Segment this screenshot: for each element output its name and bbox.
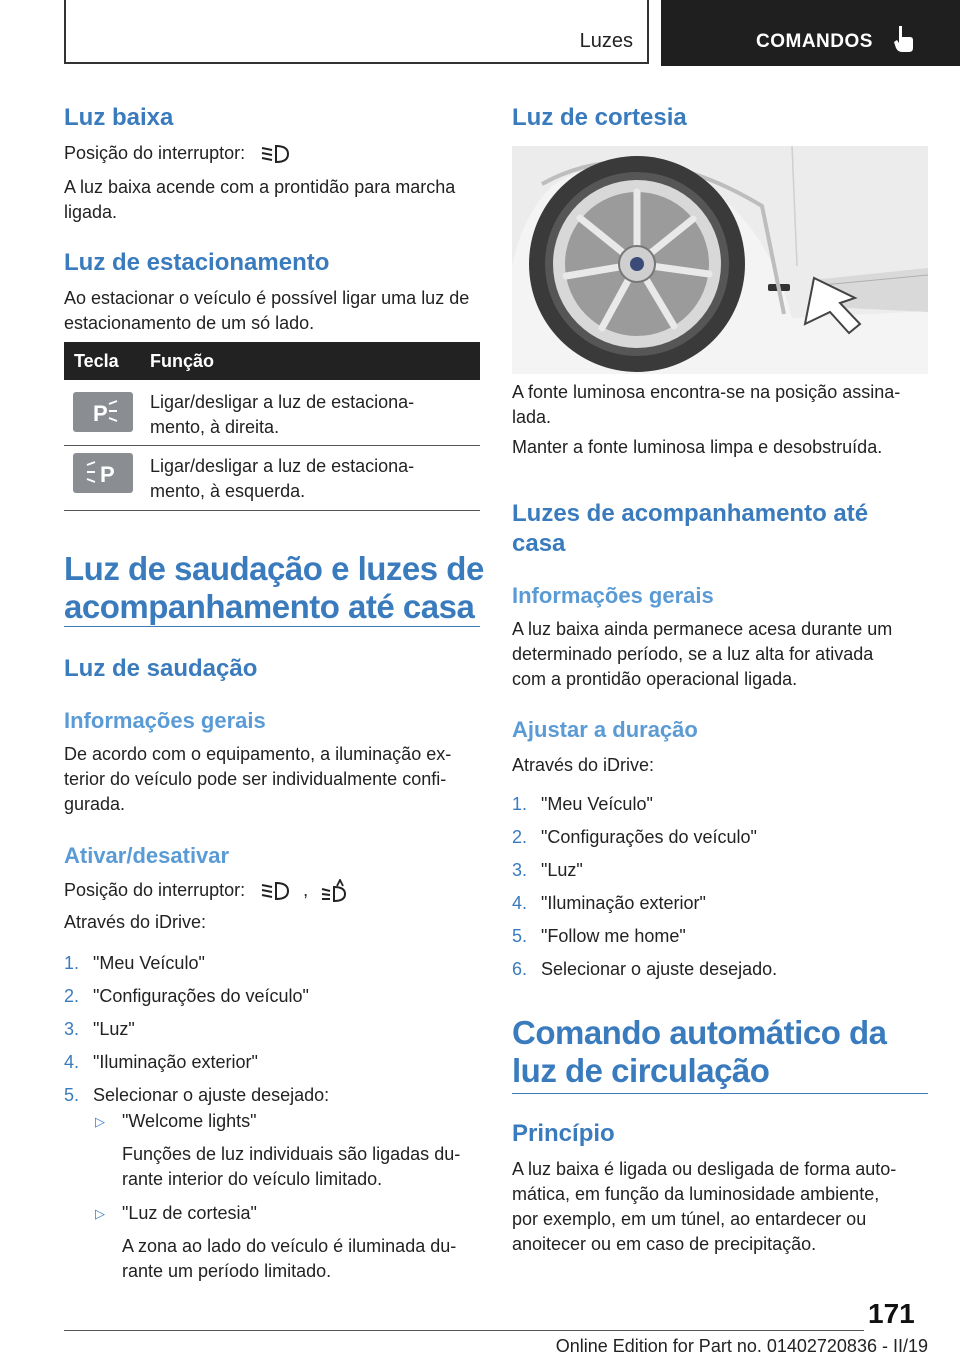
heading-comando-automatico: [512, 1014, 932, 1090]
heading-line: casa: [512, 530, 566, 557]
switch-separator: ,: [303, 880, 309, 900]
sub-option-title: "Welcome lights": [122, 1111, 257, 1131]
header-chapter-label: COMANDOS: [756, 31, 873, 52]
cortesia-text-2: Manter a fonte luminosa limpa e desobstruída.: [512, 437, 883, 457]
text-line: Funções de luz individuais são ligadas du-: [122, 1144, 461, 1164]
saudacao-info-text: [64, 742, 484, 817]
step-number: 1.: [512, 794, 528, 814]
text-line: A luz baixa é ligada ou desligada de forma auto-: [512, 1159, 897, 1179]
text-line: A luz baixa ainda permanece acesa durante um: [512, 619, 893, 639]
text-line: terior do veículo pode ser individualmente confi-: [64, 769, 447, 789]
text-line: com a prontidão operacional ligada.: [512, 669, 798, 689]
heading-line: Luzes de acompanhamento até: [512, 500, 869, 527]
section-divider: [512, 1093, 928, 1094]
step-text: "Luz": [541, 860, 583, 880]
header-chapter-tab: [661, 0, 960, 66]
step-text: "Meu Veículo": [541, 794, 653, 814]
text-line: A fonte luminosa encontra-se na posição assina-: [512, 382, 901, 402]
header-section-label: Luzes: [579, 30, 633, 52]
table-col-function: Função: [150, 351, 215, 371]
sub-option-text: [122, 1234, 482, 1284]
list-item: [64, 984, 484, 1017]
step-number: 4.: [64, 1052, 80, 1072]
switch-label: Posição do interruptor:: [64, 880, 246, 900]
acompanhamento-steps: [512, 792, 932, 990]
footer-divider: [64, 1330, 864, 1331]
list-item: [512, 792, 932, 825]
hand-pointer-icon: [893, 24, 915, 54]
parking-light-right-icon: [73, 392, 133, 432]
step-number: 5.: [64, 1085, 80, 1105]
heading-line: Comando automático da: [512, 1014, 887, 1051]
list-item: [512, 957, 932, 990]
table-row: [64, 380, 480, 446]
table-row-text-1: Ligar/desligar a luz de estaciona-: [150, 392, 415, 412]
list-item: [512, 858, 932, 891]
luz-baixa-text: A luz baixa acende com a prontidão para marcha ligada.: [64, 177, 456, 222]
text-line: rante um período limitado.: [122, 1261, 332, 1281]
wheel-illustration: [512, 146, 928, 374]
table-row: [64, 446, 480, 511]
heading-principio: Princípio: [512, 1120, 615, 1147]
heading-luz-cortesia: Luz de cortesia: [512, 104, 687, 131]
via-idrive-label: Através do iDrive:: [64, 912, 207, 932]
text-line: por exemplo, em um túnel, ao entardecer ou: [512, 1209, 867, 1229]
text-line: A zona ao lado do veículo é iluminada du-: [122, 1236, 457, 1256]
header-section-box: [64, 0, 649, 64]
principio-text: [512, 1157, 932, 1257]
heading-saudacao-main: [64, 550, 484, 626]
step-number: 2.: [512, 827, 528, 847]
table-col-key: Tecla: [74, 351, 119, 371]
step-text: "Meu Veículo": [93, 953, 205, 973]
low-beam-icon: [258, 143, 292, 165]
cortesia-text-1: [512, 380, 932, 430]
text-line: De acordo com o equipamento, a iluminação ex-: [64, 744, 452, 764]
step-number: 3.: [512, 860, 528, 880]
heading-saudacao-main-line1: Luz de saudação e luzes de: [64, 550, 484, 587]
text-line: anoitecer ou em caso de precipitação.: [512, 1234, 817, 1254]
heading-informacoes-gerais: Informações gerais: [64, 708, 266, 733]
heading-ativar-desativar: Ativar/desativar: [64, 843, 230, 868]
text-line: gurada.: [64, 794, 126, 814]
step-text: "Iluminação exterior": [541, 893, 706, 913]
svg-text:P: P: [93, 401, 108, 426]
list-item: [512, 891, 932, 924]
step-number: 2.: [64, 986, 80, 1006]
step-text: "Configurações do veículo": [541, 827, 757, 847]
step-number: 1.: [64, 953, 80, 973]
acompanhamento-info-text: [512, 617, 932, 692]
step-number: 6.: [512, 959, 528, 979]
bullet-triangle-icon: ▷: [95, 1206, 105, 1221]
text-line: determinado período, se a luz alta for ativada: [512, 644, 874, 664]
estacionamento-text: Ao estacionar o veículo é possível ligar uma luz de estacionamento de um só lado.: [64, 288, 470, 333]
heading-estacionamento: Luz de estacionamento: [64, 249, 330, 276]
low-beam-icon: [258, 880, 292, 902]
step-text: "Luz": [93, 1019, 135, 1039]
page-number: 171: [868, 1298, 915, 1329]
heading-acompanhamento: [512, 499, 932, 559]
switch-label: Posição do interruptor:: [64, 143, 246, 163]
text-line: rante interior do veículo limitado.: [122, 1169, 383, 1189]
heading-luz-baixa: Luz baixa: [64, 104, 174, 131]
list-item: [64, 951, 484, 984]
footer-edition: Online Edition for Part no. 01402720836 - II/19: [555, 1336, 928, 1356]
automatic-headlight-icon: [319, 879, 349, 903]
step-number: 3.: [64, 1019, 80, 1039]
parking-light-left-icon: [73, 453, 133, 493]
table-header: [64, 342, 480, 380]
step-text: "Follow me home": [541, 926, 686, 946]
heading-line: luz de circulação: [512, 1052, 770, 1089]
heading-ajustar-duracao: Ajustar a duração: [512, 717, 698, 742]
step-text: "Configurações do veículo": [93, 986, 309, 1006]
table-row-text-2: mento, à esquerda.: [150, 481, 306, 501]
heading-informacoes-gerais: Informações gerais: [512, 583, 714, 608]
sub-option-text: [122, 1142, 482, 1192]
saudacao-steps: [64, 951, 484, 1116]
text-line: mática, em função da luminosidade ambiente,: [512, 1184, 880, 1204]
list-item: [64, 1050, 484, 1083]
sub-option-title: "Luz de cortesia": [122, 1203, 257, 1223]
via-idrive-label: Através do iDrive:: [512, 755, 655, 775]
list-item: [64, 1017, 484, 1050]
heading-saudacao-main-line2: acompanhamento até casa: [64, 588, 475, 625]
table-row-text-2: mento, à direita.: [150, 417, 280, 437]
list-item: [512, 924, 932, 957]
step-text: Selecionar o ajuste desejado.: [541, 959, 778, 979]
svg-text:P: P: [100, 462, 115, 487]
bullet-triangle-icon: ▷: [95, 1114, 105, 1129]
step-number: 4.: [512, 893, 528, 913]
section-divider: [64, 626, 480, 627]
saudacao-switch-line: [64, 878, 484, 903]
step-text: Selecionar o ajuste desejado:: [93, 1085, 330, 1105]
table-row-text-1: Ligar/desligar a luz de estaciona-: [150, 456, 415, 476]
luz-baixa-switch-line: [64, 141, 484, 166]
text-line: lada.: [512, 407, 552, 427]
step-text: "Iluminação exterior": [93, 1052, 258, 1072]
step-number: 5.: [512, 926, 528, 946]
list-item: [512, 825, 932, 858]
heading-luz-saudacao: Luz de saudação: [64, 655, 258, 682]
